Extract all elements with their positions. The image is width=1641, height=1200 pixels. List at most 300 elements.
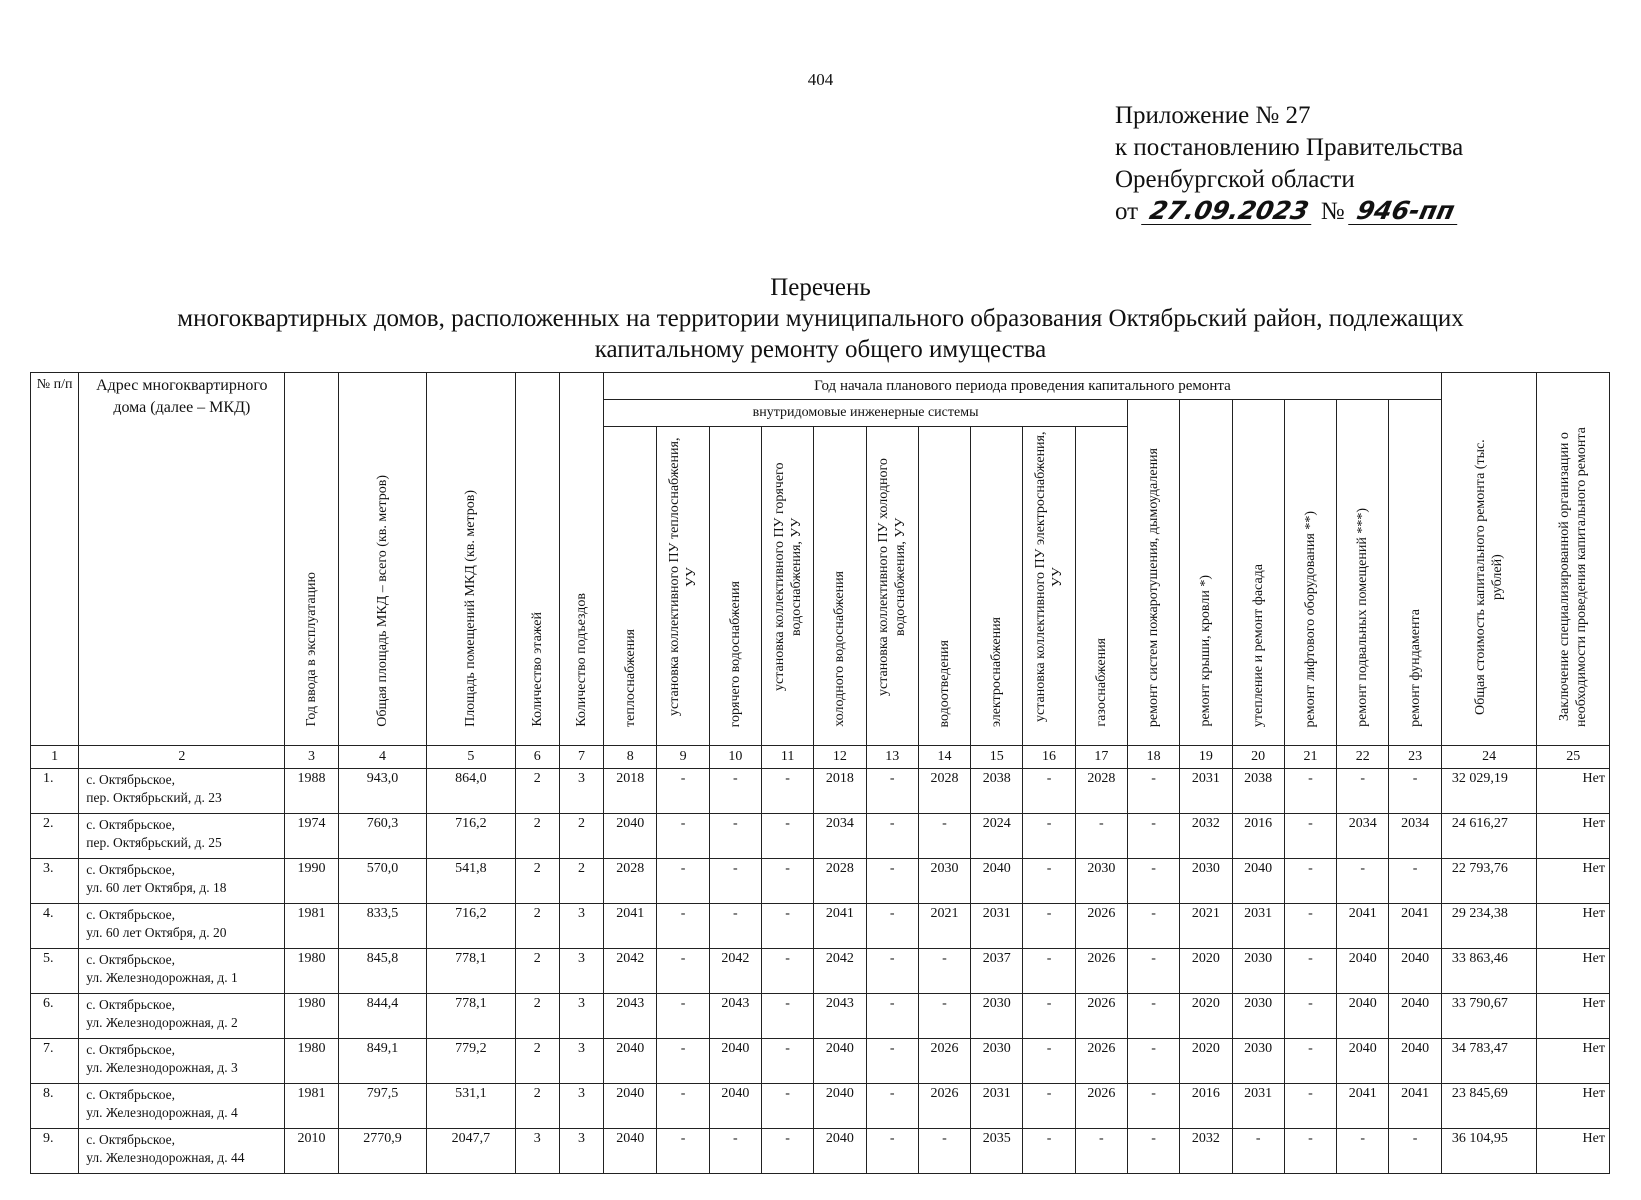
row-repair-year: - xyxy=(657,769,709,814)
header-address: Адрес многоквартирного дома (далее – МКД) xyxy=(79,373,285,746)
row-repair-year: - xyxy=(866,949,918,994)
row-number: 4. xyxy=(31,904,79,949)
row-number: 6. xyxy=(31,994,79,1039)
row-repair-year: 2028 xyxy=(918,769,970,814)
row-repair-year: - xyxy=(709,1129,761,1174)
row-repair-year: - xyxy=(1127,1129,1179,1174)
column-number: 6 xyxy=(515,746,559,769)
row-repair-year: 2041 xyxy=(1389,1084,1441,1129)
row-entrances: 3 xyxy=(559,949,603,994)
row-repair-year: 2030 xyxy=(1232,994,1284,1039)
row-repair-year: - xyxy=(709,859,761,904)
row-repair-year: - xyxy=(762,994,814,1039)
row-repair-year: 2037 xyxy=(971,949,1023,994)
row-area-total: 845,8 xyxy=(338,949,426,994)
row-repair-year: 2026 xyxy=(1075,994,1127,1039)
row-conclusion: Нет xyxy=(1537,949,1610,994)
header-area-total: Общая площадь МКД – всего (кв. метров) xyxy=(338,373,426,746)
row-number: 7. xyxy=(31,1039,79,1084)
row-area-rooms: 778,1 xyxy=(427,949,515,994)
row-address xyxy=(79,994,285,1039)
header-cold-water-meter: установка коллективного ПУ холодного водоснабжения, УУ xyxy=(866,427,918,746)
address-line-1: с. Октябрьское, xyxy=(86,862,175,877)
row-repair-year: 2040 xyxy=(1389,949,1441,994)
row-floors: 2 xyxy=(515,949,559,994)
table-row xyxy=(31,1084,1610,1129)
column-number: 15 xyxy=(971,746,1023,769)
row-repair-year: - xyxy=(1389,1129,1441,1174)
row-repair-year: 2040 xyxy=(709,1039,761,1084)
header-gas: газоснабжения xyxy=(1075,427,1127,746)
column-number: 12 xyxy=(814,746,866,769)
row-repair-year: 2020 xyxy=(1180,1039,1232,1084)
row-repair-year: - xyxy=(762,1039,814,1084)
row-repair-year: 2041 xyxy=(604,904,657,949)
address-line-1: с. Октябрьское, xyxy=(86,907,175,922)
row-year: 1980 xyxy=(285,1039,338,1084)
address-line-1: с. Октябрьское, xyxy=(86,997,175,1012)
row-repair-year: 2030 xyxy=(971,994,1023,1039)
row-repair-year: 2031 xyxy=(1232,904,1284,949)
row-repair-year: - xyxy=(1284,994,1336,1039)
row-total-cost: 23 845,69 xyxy=(1441,1084,1537,1129)
row-repair-year: - xyxy=(1337,769,1389,814)
row-repair-year: - xyxy=(1284,1129,1336,1174)
row-area-total: 797,5 xyxy=(338,1084,426,1129)
address-line-2: ул. Железнодорожная, д. 1 xyxy=(86,970,238,985)
handwritten-date: 27.09.2023 xyxy=(1141,198,1317,225)
row-repair-year: - xyxy=(1284,904,1336,949)
header-roof: ремонт крыши, кровли *) xyxy=(1180,400,1232,746)
row-repair-year: 2040 xyxy=(814,1039,866,1084)
row-repair-year: - xyxy=(866,1084,918,1129)
table-row xyxy=(31,1039,1610,1084)
row-total-cost: 24 616,27 xyxy=(1441,814,1537,859)
row-address xyxy=(79,859,285,904)
row-repair-year: - xyxy=(1023,769,1075,814)
address-line-1: с. Октябрьское, xyxy=(86,1132,175,1147)
address-line-1: с. Октябрьское, xyxy=(86,772,175,787)
column-number: 23 xyxy=(1389,746,1441,769)
row-repair-year: 2040 xyxy=(971,859,1023,904)
row-area-rooms: 716,2 xyxy=(427,904,515,949)
row-repair-year: - xyxy=(1127,769,1179,814)
row-conclusion: Нет xyxy=(1537,859,1610,904)
row-repair-year: - xyxy=(709,904,761,949)
header-total-cost: Общая стоимость капитального ремонта (тыс. рублей) xyxy=(1441,373,1537,746)
row-number: 5. xyxy=(31,949,79,994)
row-year: 1981 xyxy=(285,1084,338,1129)
column-number: 2 xyxy=(79,746,285,769)
column-number: 25 xyxy=(1537,746,1610,769)
header-sewerage: водоотведения xyxy=(918,427,970,746)
header-year: Год ввода в эксплуатацию xyxy=(285,373,338,746)
row-repair-year: 2034 xyxy=(814,814,866,859)
column-number: 1 xyxy=(31,746,79,769)
address-line-2: ул. 60 лет Октября, д. 18 xyxy=(86,880,227,895)
row-year: 2010 xyxy=(285,1129,338,1174)
row-floors: 2 xyxy=(515,994,559,1039)
column-number: 24 xyxy=(1441,746,1537,769)
row-address xyxy=(79,769,285,814)
row-repair-year: - xyxy=(1127,994,1179,1039)
row-repair-year: 2031 xyxy=(1180,769,1232,814)
row-repair-year: - xyxy=(1023,1039,1075,1084)
row-repair-year: - xyxy=(918,1129,970,1174)
document-title xyxy=(0,272,1641,365)
row-repair-year: 2016 xyxy=(1232,814,1284,859)
row-address xyxy=(79,904,285,949)
appendix-block xyxy=(1115,100,1463,228)
row-repair-year: - xyxy=(1023,1129,1075,1174)
row-total-cost: 33 790,67 xyxy=(1441,994,1537,1039)
row-repair-year: - xyxy=(657,904,709,949)
row-repair-year: - xyxy=(1337,1129,1389,1174)
table-row xyxy=(31,1129,1610,1174)
column-number: 8 xyxy=(604,746,657,769)
table-row xyxy=(31,949,1610,994)
row-repair-year: 2020 xyxy=(1180,994,1232,1039)
row-repair-year: - xyxy=(1023,994,1075,1039)
row-area-total: 760,3 xyxy=(338,814,426,859)
row-address xyxy=(79,814,285,859)
row-repair-year: 2026 xyxy=(1075,949,1127,994)
row-repair-year: 2038 xyxy=(1232,769,1284,814)
row-entrances: 2 xyxy=(559,859,603,904)
row-year: 1981 xyxy=(285,904,338,949)
row-total-cost: 33 863,46 xyxy=(1441,949,1537,994)
header-fire-systems: ремонт систем пожаротушения, дымоудаления xyxy=(1127,400,1179,746)
header-electricity: электроснабжения xyxy=(971,427,1023,746)
column-number: 9 xyxy=(657,746,709,769)
handwritten-number: 946-пп xyxy=(1348,198,1463,225)
row-total-cost: 32 029,19 xyxy=(1441,769,1537,814)
row-area-total: 570,0 xyxy=(338,859,426,904)
row-repair-year: - xyxy=(709,814,761,859)
row-repair-year: - xyxy=(918,814,970,859)
row-year: 1980 xyxy=(285,994,338,1039)
row-repair-year: 2040 xyxy=(604,814,657,859)
row-floors: 2 xyxy=(515,859,559,904)
row-repair-year: - xyxy=(866,1129,918,1174)
row-area-rooms: 779,2 xyxy=(427,1039,515,1084)
row-repair-year: - xyxy=(1023,1084,1075,1129)
row-repair-year: - xyxy=(1023,949,1075,994)
row-year: 1980 xyxy=(285,949,338,994)
row-repair-year: - xyxy=(1389,769,1441,814)
title-line-2: многоквартирных домов, расположенных на территории муниципального образования Октябрьский район, подлежащих xyxy=(177,305,1464,332)
address-line-2: ул. Железнодорожная, д. 4 xyxy=(86,1105,238,1120)
row-repair-year: 2026 xyxy=(1075,1039,1127,1084)
header-no: № п/п xyxy=(31,373,79,746)
row-repair-year: - xyxy=(709,769,761,814)
row-repair-year: - xyxy=(1284,1084,1336,1129)
row-repair-year: - xyxy=(866,859,918,904)
row-floors: 2 xyxy=(515,1084,559,1129)
row-repair-year: 2040 xyxy=(604,1039,657,1084)
row-repair-year: - xyxy=(1127,1084,1179,1129)
row-repair-year: 2038 xyxy=(971,769,1023,814)
row-repair-year: 2040 xyxy=(1232,859,1284,904)
column-number: 10 xyxy=(709,746,761,769)
row-repair-year: 2035 xyxy=(971,1129,1023,1174)
row-repair-year: 2034 xyxy=(1389,814,1441,859)
row-repair-year: 2040 xyxy=(1337,949,1389,994)
row-repair-year: - xyxy=(1127,904,1179,949)
column-number: 7 xyxy=(559,746,603,769)
row-repair-year: 2018 xyxy=(604,769,657,814)
row-repair-year: - xyxy=(866,994,918,1039)
row-repair-year: 2021 xyxy=(1180,904,1232,949)
row-entrances: 2 xyxy=(559,814,603,859)
appendix-line-2: к постановлению Правительства xyxy=(1115,134,1464,161)
row-repair-year: 2032 xyxy=(1180,1129,1232,1174)
row-repair-year: 2030 xyxy=(971,1039,1023,1084)
header-engineering-systems: внутридомовые инженерные системы xyxy=(604,400,1128,427)
row-repair-year: 2040 xyxy=(604,1129,657,1174)
row-repair-year: 2041 xyxy=(1337,904,1389,949)
row-repair-year: 2042 xyxy=(604,949,657,994)
header-cold-water: холодного водоснабжения xyxy=(814,427,866,746)
row-number: 9. xyxy=(31,1129,79,1174)
column-number: 22 xyxy=(1337,746,1389,769)
address-line-1: с. Октябрьское, xyxy=(86,1042,175,1057)
row-repair-year: - xyxy=(866,904,918,949)
header-repair-period: Год начала планового периода проведения капитального ремонта xyxy=(604,373,1442,400)
row-conclusion: Нет xyxy=(1537,769,1610,814)
row-repair-year: 2028 xyxy=(814,859,866,904)
row-repair-year: 2040 xyxy=(1389,1039,1441,1084)
column-number: 18 xyxy=(1127,746,1179,769)
column-number-row xyxy=(31,746,1610,769)
row-repair-year: - xyxy=(762,949,814,994)
row-repair-year: 2040 xyxy=(709,1084,761,1129)
row-repair-year: 2040 xyxy=(814,1129,866,1174)
row-repair-year: - xyxy=(1284,859,1336,904)
column-number: 3 xyxy=(285,746,338,769)
row-repair-year: - xyxy=(762,1084,814,1129)
page-number: 404 xyxy=(807,70,834,89)
row-repair-year: - xyxy=(1023,814,1075,859)
row-repair-year: 2040 xyxy=(1337,1039,1389,1084)
row-area-rooms: 864,0 xyxy=(427,769,515,814)
header-entrances: Количество подъездов xyxy=(559,373,603,746)
row-area-rooms: 778,1 xyxy=(427,994,515,1039)
row-floors: 2 xyxy=(515,1039,559,1084)
row-area-rooms: 531,1 xyxy=(427,1084,515,1129)
row-repair-year: 2016 xyxy=(1180,1084,1232,1129)
row-repair-year: 2021 xyxy=(918,904,970,949)
header-hot-water-meter: установка коллективного ПУ горячего водоснабжения, УУ xyxy=(762,427,814,746)
address-line-2: ул. 60 лет Октября, д. 20 xyxy=(86,925,227,940)
row-area-rooms: 541,8 xyxy=(427,859,515,904)
row-repair-year: - xyxy=(1075,1129,1127,1174)
row-repair-year: 2030 xyxy=(1232,1039,1284,1084)
appendix-line-1: Приложение № 27 xyxy=(1115,102,1311,129)
row-repair-year: 2026 xyxy=(918,1039,970,1084)
column-number: 5 xyxy=(427,746,515,769)
row-conclusion: Нет xyxy=(1537,814,1610,859)
row-repair-year: 2034 xyxy=(1337,814,1389,859)
address-line-2: пер. Октябрьский, д. 23 xyxy=(86,790,222,805)
row-address xyxy=(79,1039,285,1084)
row-address xyxy=(79,1084,285,1129)
row-conclusion: Нет xyxy=(1537,904,1610,949)
row-repair-year: - xyxy=(1389,859,1441,904)
column-number: 19 xyxy=(1180,746,1232,769)
row-repair-year: - xyxy=(657,859,709,904)
row-repair-year: 2030 xyxy=(1180,859,1232,904)
row-repair-year: - xyxy=(762,814,814,859)
title-line-3: капитальному ремонту общего имущества xyxy=(594,336,1047,363)
row-repair-year: 2041 xyxy=(1337,1084,1389,1129)
header-facade: утепление и ремонт фасада xyxy=(1232,400,1284,746)
column-number: 14 xyxy=(918,746,970,769)
row-repair-year: - xyxy=(762,859,814,904)
row-repair-year: - xyxy=(1023,859,1075,904)
row-conclusion: Нет xyxy=(1537,1039,1610,1084)
header-area-rooms: Площадь помещений МКД (кв. метров) xyxy=(427,373,515,746)
column-number: 21 xyxy=(1284,746,1336,769)
row-entrances: 3 xyxy=(559,994,603,1039)
housing-table xyxy=(30,372,1610,1174)
header-floors: Количество этажей xyxy=(515,373,559,746)
row-repair-year: - xyxy=(866,1039,918,1084)
header-conclusion: Заключение специализированной организации о необходимости проведения капитального ремонта xyxy=(1537,373,1610,746)
row-total-cost: 29 234,38 xyxy=(1441,904,1537,949)
column-number: 20 xyxy=(1232,746,1284,769)
row-number: 3. xyxy=(31,859,79,904)
row-repair-year: 2043 xyxy=(709,994,761,1039)
header-elevator: ремонт лифтового оборудования **) xyxy=(1284,400,1336,746)
row-repair-year: 2030 xyxy=(918,859,970,904)
row-repair-year: 2041 xyxy=(814,904,866,949)
address-line-2: ул. Железнодорожная, д. 2 xyxy=(86,1015,238,1030)
table-row xyxy=(31,814,1610,859)
row-repair-year: - xyxy=(1127,859,1179,904)
row-repair-year: 2018 xyxy=(814,769,866,814)
row-floors: 2 xyxy=(515,904,559,949)
address-line-1: с. Октябрьское, xyxy=(86,1087,175,1102)
row-area-total: 943,0 xyxy=(338,769,426,814)
row-area-total: 2770,9 xyxy=(338,1129,426,1174)
row-repair-year: - xyxy=(762,769,814,814)
header-heating: теплоснабжения xyxy=(604,427,657,746)
row-repair-year: 2028 xyxy=(1075,769,1127,814)
row-repair-year: - xyxy=(657,949,709,994)
title-line-1: Перечень xyxy=(770,274,871,301)
row-total-cost: 22 793,76 xyxy=(1441,859,1537,904)
row-repair-year: - xyxy=(1337,859,1389,904)
address-line-1: с. Октябрьское, xyxy=(86,952,175,967)
address-line-2: ул. Железнодорожная, д. 44 xyxy=(86,1150,245,1165)
row-repair-year: - xyxy=(1127,814,1179,859)
row-year: 1974 xyxy=(285,814,338,859)
row-floors: 2 xyxy=(515,814,559,859)
table-row xyxy=(31,994,1610,1039)
row-number: 1. xyxy=(31,769,79,814)
row-repair-year: 2026 xyxy=(1075,904,1127,949)
row-repair-year: 2040 xyxy=(604,1084,657,1129)
row-repair-year: 2032 xyxy=(1180,814,1232,859)
from-label: от xyxy=(1115,198,1139,225)
row-repair-year: 2030 xyxy=(1232,949,1284,994)
row-repair-year: - xyxy=(762,904,814,949)
row-repair-year: 2043 xyxy=(814,994,866,1039)
row-repair-year: - xyxy=(1127,949,1179,994)
row-repair-year: 2043 xyxy=(604,994,657,1039)
row-area-total: 833,5 xyxy=(338,904,426,949)
row-entrances: 3 xyxy=(559,1084,603,1129)
row-repair-year: - xyxy=(918,949,970,994)
header-heating-meter: установка коллективного ПУ теплоснабжения, УУ xyxy=(657,427,709,746)
row-repair-year: 2042 xyxy=(709,949,761,994)
header-basement: ремонт подвальных помещений ***) xyxy=(1337,400,1389,746)
number-label: № xyxy=(1320,198,1345,225)
row-repair-year: - xyxy=(1284,814,1336,859)
row-repair-year: 2026 xyxy=(918,1084,970,1129)
column-number: 17 xyxy=(1075,746,1127,769)
row-area-total: 849,1 xyxy=(338,1039,426,1084)
row-repair-year: - xyxy=(1284,1039,1336,1084)
table-row xyxy=(31,859,1610,904)
address-line-1: с. Октябрьское, xyxy=(86,817,175,832)
row-entrances: 3 xyxy=(559,769,603,814)
row-repair-year: - xyxy=(657,814,709,859)
row-repair-year: - xyxy=(1232,1129,1284,1174)
row-total-cost: 36 104,95 xyxy=(1441,1129,1537,1174)
row-repair-year: - xyxy=(1127,1039,1179,1084)
row-address xyxy=(79,949,285,994)
row-year: 1988 xyxy=(285,769,338,814)
row-conclusion: Нет xyxy=(1537,1084,1610,1129)
row-floors: 2 xyxy=(515,769,559,814)
row-entrances: 3 xyxy=(559,904,603,949)
row-area-rooms: 716,2 xyxy=(427,814,515,859)
address-line-2: пер. Октябрьский, д. 25 xyxy=(86,835,222,850)
row-area-rooms: 2047,7 xyxy=(427,1129,515,1174)
row-address xyxy=(79,1129,285,1174)
row-repair-year: 2020 xyxy=(1180,949,1232,994)
row-repair-year: 2031 xyxy=(971,904,1023,949)
row-repair-year: 2028 xyxy=(604,859,657,904)
row-repair-year: - xyxy=(866,769,918,814)
row-repair-year: - xyxy=(762,1129,814,1174)
row-repair-year: 2024 xyxy=(971,814,1023,859)
column-number: 16 xyxy=(1023,746,1075,769)
row-number: 2. xyxy=(31,814,79,859)
row-number: 8. xyxy=(31,1084,79,1129)
row-repair-year: 2030 xyxy=(1075,859,1127,904)
row-repair-year: - xyxy=(1284,949,1336,994)
row-repair-year: - xyxy=(918,994,970,1039)
row-repair-year: - xyxy=(657,1039,709,1084)
column-number: 13 xyxy=(866,746,918,769)
row-entrances: 3 xyxy=(559,1039,603,1084)
column-number: 11 xyxy=(762,746,814,769)
row-total-cost: 34 783,47 xyxy=(1441,1039,1537,1084)
appendix-date-row xyxy=(1115,196,1463,228)
row-repair-year: - xyxy=(866,814,918,859)
row-repair-year: - xyxy=(657,1084,709,1129)
row-repair-year: - xyxy=(657,994,709,1039)
appendix-line-3: Оренбургской области xyxy=(1115,166,1355,193)
header-hot-water: горячего водоснабжения xyxy=(709,427,761,746)
row-repair-year: 2041 xyxy=(1389,904,1441,949)
row-repair-year: 2026 xyxy=(1075,1084,1127,1129)
row-floors: 3 xyxy=(515,1129,559,1174)
row-repair-year: - xyxy=(1023,904,1075,949)
